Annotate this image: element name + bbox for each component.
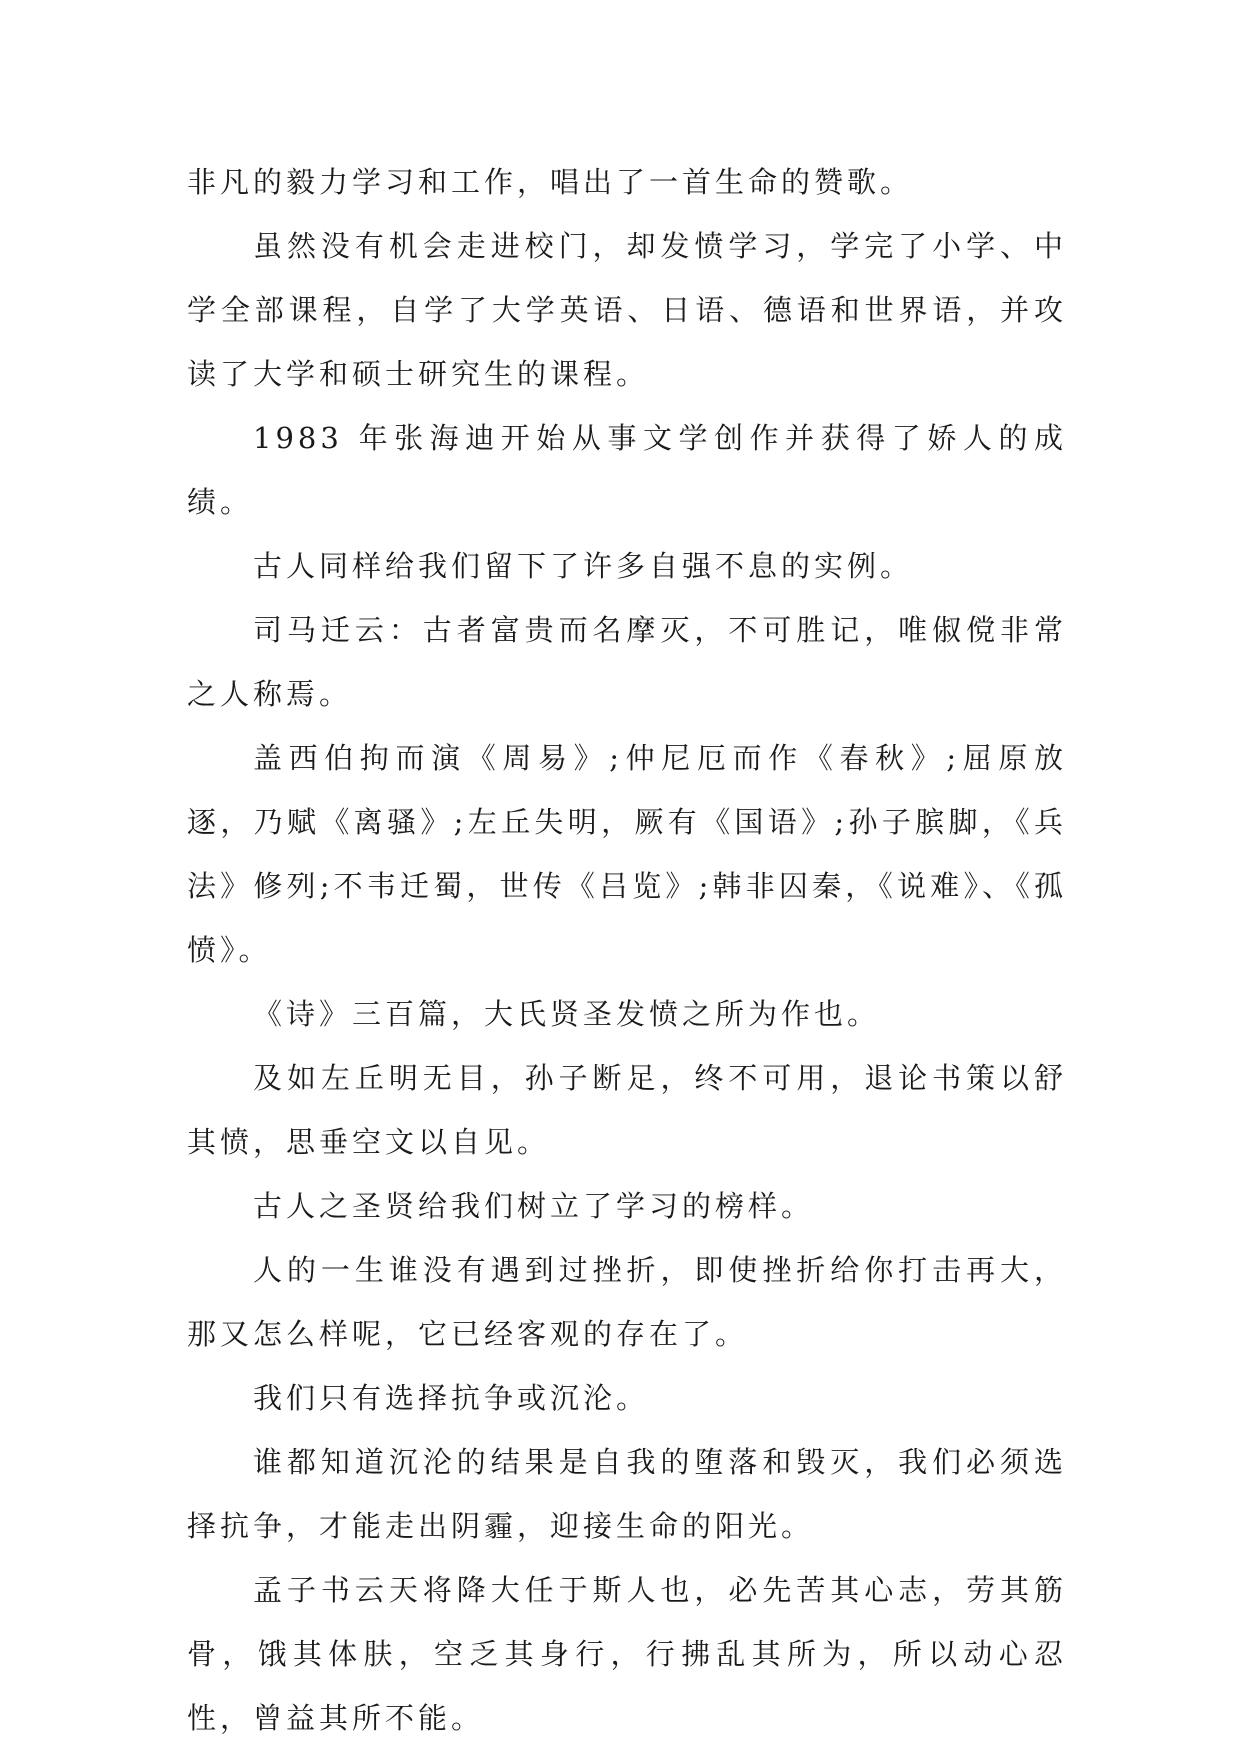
- paragraph: 及如左丘明无目，孙子断足，终不可用，退论书策以舒其愤，思垂空文以自见。: [187, 1061, 1067, 1159]
- paragraph: 人的一生谁没有遇到过挫折，即使挫折给你打击再大，那又怎么样呢，它已经客观的存在了。: [187, 1253, 1067, 1351]
- paragraph: 我们只有选择抗争或沉沦。: [253, 1381, 650, 1415]
- paragraph: 盖西伯拘而演《周易》;仲尼厄而作《春秋》;屈原放逐，乃赋《离骚》;左丘失明，厥有《国语》;孙子膑脚，《兵法》修列;不韦迁蜀，世传《吕览》;韩非囚秦，《说难》、《孤愤》。: [187, 741, 1067, 967]
- paragraph: 非凡的毅力学习和工作，唱出了一首生命的赞歌。: [187, 165, 914, 199]
- paragraph: 谁都知道沉沦的结果是自我的堕落和毁灭，我们必须选择抗争，才能走出阴霾，迎接生命的阳光。: [187, 1445, 1067, 1543]
- paragraph: 司马迁云：古者富贵而名摩灭，不可胜记，唯俶傥非常之人称焉。: [187, 613, 1067, 711]
- paragraph: 1983 年张海迪开始从事文学创作并获得了娇人的成绩。: [187, 421, 1067, 519]
- paragraph: 虽然没有机会走进校门，却发愤学习，学完了小学、中学全部课程，自学了大学英语、日语、德语和世界语，并攻读了大学和硕士研究生的课程。: [187, 229, 1067, 391]
- paragraph: 古人同样给我们留下了许多自强不息的实例。: [253, 549, 914, 583]
- body-text: [187, 150, 1067, 1750]
- paragraph: 古人之圣贤给我们树立了学习的榜样。: [253, 1189, 815, 1223]
- paragraph: 《诗》三百篇，大氏贤圣发愤之所为作也。: [253, 997, 881, 1031]
- paragraph: 孟子书云天将降大任于斯人也，必先苦其心志，劳其筋骨，饿其体肤，空乏其身行，行拂乱其所为，所以动心忍性，曾益其所不能。: [187, 1573, 1067, 1735]
